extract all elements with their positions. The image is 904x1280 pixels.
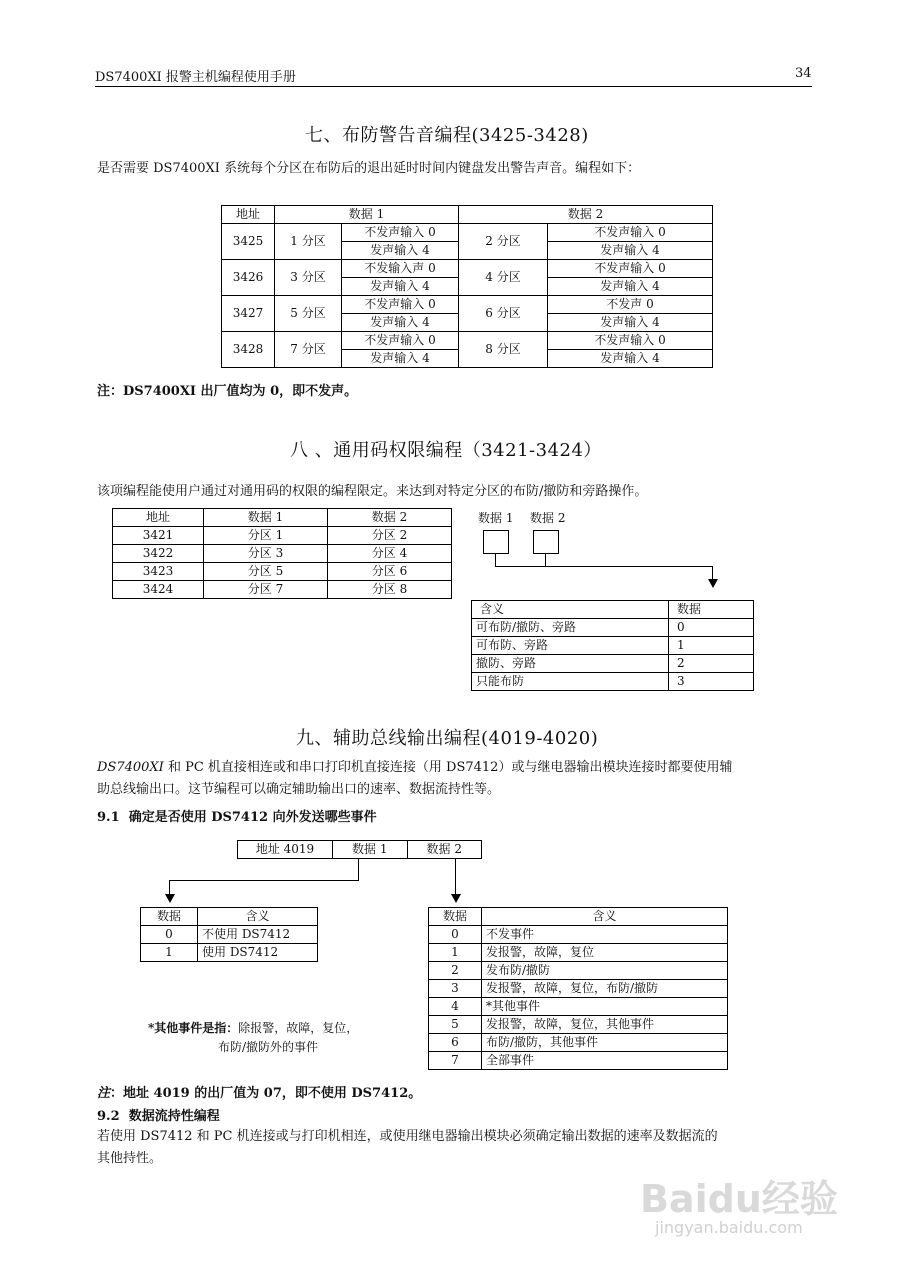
- note-text: ：地址 4019 的出厂值为 07，即不使用 DS7412。: [110, 1086, 422, 1101]
- meaning-cell: 不发事件: [482, 926, 728, 944]
- value-cell: 3: [429, 980, 482, 998]
- data1-cell: 分区 3: [204, 545, 328, 563]
- meaning-cell: 撤防、旁路: [472, 655, 669, 673]
- addr-cell: 3425: [222, 224, 275, 260]
- option-cell: 不发声输入 0: [342, 332, 459, 350]
- addr-cell: 3423: [113, 563, 204, 581]
- th-data2: 数据 2: [328, 509, 452, 527]
- addr-cell: 3427: [222, 296, 275, 332]
- other-events-note: [148, 1019, 358, 1036]
- section8-addr-table: [112, 508, 452, 599]
- note-text: 除报警，故障，复位，: [238, 1021, 359, 1035]
- meaning-cell: 不使用 DS7412: [198, 926, 318, 944]
- table-row: [113, 527, 452, 545]
- section9-intro-line1: [97, 757, 732, 779]
- th-meaning: 含义: [198, 908, 318, 926]
- partition-cell: 8 分区: [459, 332, 548, 368]
- partition-cell: 4 分区: [459, 260, 548, 296]
- meaning-cell: 只能布防: [472, 673, 669, 691]
- diagram-label-data2: 数据 2: [530, 511, 566, 525]
- partition-cell: 3 分区: [275, 260, 342, 296]
- meaning-cell: *其他事件: [482, 998, 728, 1016]
- th-addr: 地址: [222, 206, 275, 224]
- section8-title: 八 、通用码权限编程（3421-3424）: [290, 440, 602, 461]
- address-4019-box: [237, 840, 482, 859]
- section9-intro-line2: 助总线输出口。这节编程可以确定辅助输出口的速率、数据流持性等。: [97, 782, 501, 797]
- page-number: 34: [795, 66, 812, 81]
- section8-intro: 该项编程能使用户通过对通用码的权限的编程限定。来达到对特定分区的布防/撤防和旁路操作。: [97, 484, 648, 499]
- data2-cell: 分区 6: [328, 563, 452, 581]
- th-data: 数据: [141, 908, 198, 926]
- meaning-cell: 发布防/撤防: [482, 962, 728, 980]
- section7-intro: 是否需要 DS7400XI 系统每个分区在布防后的退出延时时间内键盘发出警告声音。编程如下：: [97, 161, 641, 176]
- header-rule: [95, 86, 812, 87]
- table-row: [472, 655, 754, 673]
- partition-cell: 6 分区: [459, 296, 548, 332]
- data2-label: 数据 2: [407, 841, 482, 859]
- value-cell: 7: [429, 1052, 482, 1070]
- partition-cell: 2 分区: [459, 224, 548, 260]
- connector-line: [495, 566, 713, 567]
- table-row: [113, 581, 452, 599]
- option-cell: 发声输入 4: [548, 278, 713, 296]
- table-row: [472, 637, 754, 655]
- section9-right-table: [428, 907, 728, 1070]
- value-cell: 0: [669, 619, 754, 637]
- option-cell: 不发声输入 0: [548, 332, 713, 350]
- arrow-down-icon: [165, 894, 175, 903]
- connector-line: [545, 553, 546, 566]
- value-cell: 5: [429, 1016, 482, 1034]
- section9-left-table: [140, 907, 318, 962]
- table-row: [472, 673, 754, 691]
- table-row: [472, 619, 754, 637]
- option-cell: 发声输入 4: [548, 350, 713, 368]
- table-row: [429, 1052, 728, 1070]
- product-name: DS7400XI: [97, 760, 164, 775]
- intro-text: 和 PC 机直接相连或和串口打印机直接连接（用 DS7412）或与继电器输出模块连接时都要使用辅: [163, 760, 733, 775]
- addr-cell: 3424: [113, 581, 204, 599]
- section9-2-para-line1: 若使用 DS7412 和 PC 机连接或与打印机相连，或使用继电器输出模块必须确定输出数据的速率及数据流的: [97, 1129, 718, 1144]
- connector-line: [169, 880, 359, 881]
- table-row: [429, 1016, 728, 1034]
- data2-box: [533, 530, 559, 554]
- meaning-cell: 可布防、旁路: [472, 637, 669, 655]
- table-row: [113, 563, 452, 581]
- note-label: *其他事件是指：: [148, 1021, 239, 1035]
- arrow-down-icon: [451, 894, 461, 903]
- th-addr: 地址: [113, 509, 204, 527]
- data1-label: 数据 1: [333, 841, 408, 859]
- watermark-url: jingyan.baidu.com: [655, 1218, 803, 1237]
- option-cell: 发声输入 4: [342, 350, 459, 368]
- th-data: 数据: [669, 601, 754, 619]
- connector-line: [712, 566, 713, 580]
- subsection-9-2: [97, 1105, 220, 1124]
- diagram-label-data1: 数据 1: [478, 511, 514, 525]
- value-cell: 0: [429, 926, 482, 944]
- subsection-title: 确定是否使用 DS7412 向外发送哪些事件: [128, 810, 377, 825]
- section7-table: [221, 205, 713, 368]
- data1-cell: 分区 5: [204, 563, 328, 581]
- section7-title: 七、布防警告音编程(3425-3428): [305, 125, 589, 146]
- option-cell: 发声输入 4: [548, 314, 713, 332]
- section9-title: 九、辅助总线输出编程(4019-4020): [296, 728, 599, 749]
- data2-cell: 分区 4: [328, 545, 452, 563]
- table-row: [141, 926, 318, 944]
- option-cell: 不发输入声 0: [342, 260, 459, 278]
- meaning-cell: 发报警，故障，复位，其他事件: [482, 1016, 728, 1034]
- table-row: [113, 545, 452, 563]
- meaning-cell: 发报警，故障，复位，布防/撤防: [482, 980, 728, 998]
- th-meaning: 含义: [472, 601, 669, 619]
- subsection-number: 9.1: [97, 810, 120, 825]
- data2-cell: 分区 2: [328, 527, 452, 545]
- note-label: 注: [97, 1086, 111, 1101]
- section7-note: 注：DS7400XI 出厂值均为 0，即不发声。: [97, 384, 358, 399]
- option-cell: 发声输入 4: [342, 242, 459, 260]
- table-row: [429, 998, 728, 1016]
- th-meaning: 含义: [482, 908, 728, 926]
- addr-label: 地址 4019: [238, 841, 333, 859]
- baidu-jingyan-watermark: Baidu经验: [640, 1177, 838, 1221]
- addr-cell: 3428: [222, 332, 275, 368]
- section8-meaning-table: [471, 600, 754, 691]
- table-row: [429, 1034, 728, 1052]
- option-cell: 不发声输入 0: [548, 224, 713, 242]
- table-row: [429, 962, 728, 980]
- data1-cell: 分区 7: [204, 581, 328, 599]
- value-cell: 2: [669, 655, 754, 673]
- option-cell: 不发声 0: [548, 296, 713, 314]
- data1-box: [483, 530, 509, 554]
- data1-cell: 分区 1: [204, 527, 328, 545]
- subsection-number: 9.2: [97, 1109, 120, 1124]
- addr-cell: 3426: [222, 260, 275, 296]
- table-row: [429, 944, 728, 962]
- value-cell: 1: [669, 637, 754, 655]
- section9-note: [97, 1082, 421, 1101]
- subsection-9-1: [97, 806, 377, 825]
- option-cell: 不发声输入 0: [342, 224, 459, 242]
- option-cell: 发声输入 4: [548, 242, 713, 260]
- data2-cell: 分区 8: [328, 581, 452, 599]
- arrow-down-icon: [708, 579, 718, 588]
- connector-line: [455, 859, 456, 894]
- value-cell: 6: [429, 1034, 482, 1052]
- addr-cell: 3422: [113, 545, 204, 563]
- partition-cell: 1 分区: [275, 224, 342, 260]
- th-data2: 数据 2: [459, 206, 713, 224]
- table-row: [429, 980, 728, 998]
- subsection-title: 数据流持性编程: [128, 1109, 220, 1124]
- value-cell: 1: [429, 944, 482, 962]
- meaning-cell: 布防/撤防，其他事件: [482, 1034, 728, 1052]
- meaning-cell: 可布防/撤防、旁路: [472, 619, 669, 637]
- other-events-note-line2: 布防/撤防外的事件: [218, 1040, 319, 1054]
- connector-line: [495, 553, 496, 566]
- value-cell: 0: [141, 926, 198, 944]
- partition-cell: 5 分区: [275, 296, 342, 332]
- connector-line: [169, 880, 170, 894]
- option-cell: 发声输入 4: [342, 314, 459, 332]
- option-cell: 发声输入 4: [342, 278, 459, 296]
- value-cell: 1: [141, 944, 198, 962]
- connector-line: [358, 859, 359, 880]
- value-cell: 2: [429, 962, 482, 980]
- table-row: [141, 944, 318, 962]
- meaning-cell: 发报警，故障，复位: [482, 944, 728, 962]
- th-data1: 数据 1: [275, 206, 459, 224]
- option-cell: 不发声输入 0: [548, 260, 713, 278]
- value-cell: 4: [429, 998, 482, 1016]
- th-data1: 数据 1: [204, 509, 328, 527]
- section9-2-para-line2: 其他持性。: [97, 1151, 163, 1166]
- option-cell: 不发声输入 0: [342, 296, 459, 314]
- doc-title: DS7400XI 报警主机编程使用手册: [95, 70, 296, 85]
- addr-cell: 3421: [113, 527, 204, 545]
- meaning-cell: 全部事件: [482, 1052, 728, 1070]
- table-row: [429, 926, 728, 944]
- meaning-cell: 使用 DS7412: [198, 944, 318, 962]
- th-data: 数据: [429, 908, 482, 926]
- partition-cell: 7 分区: [275, 332, 342, 368]
- value-cell: 3: [669, 673, 754, 691]
